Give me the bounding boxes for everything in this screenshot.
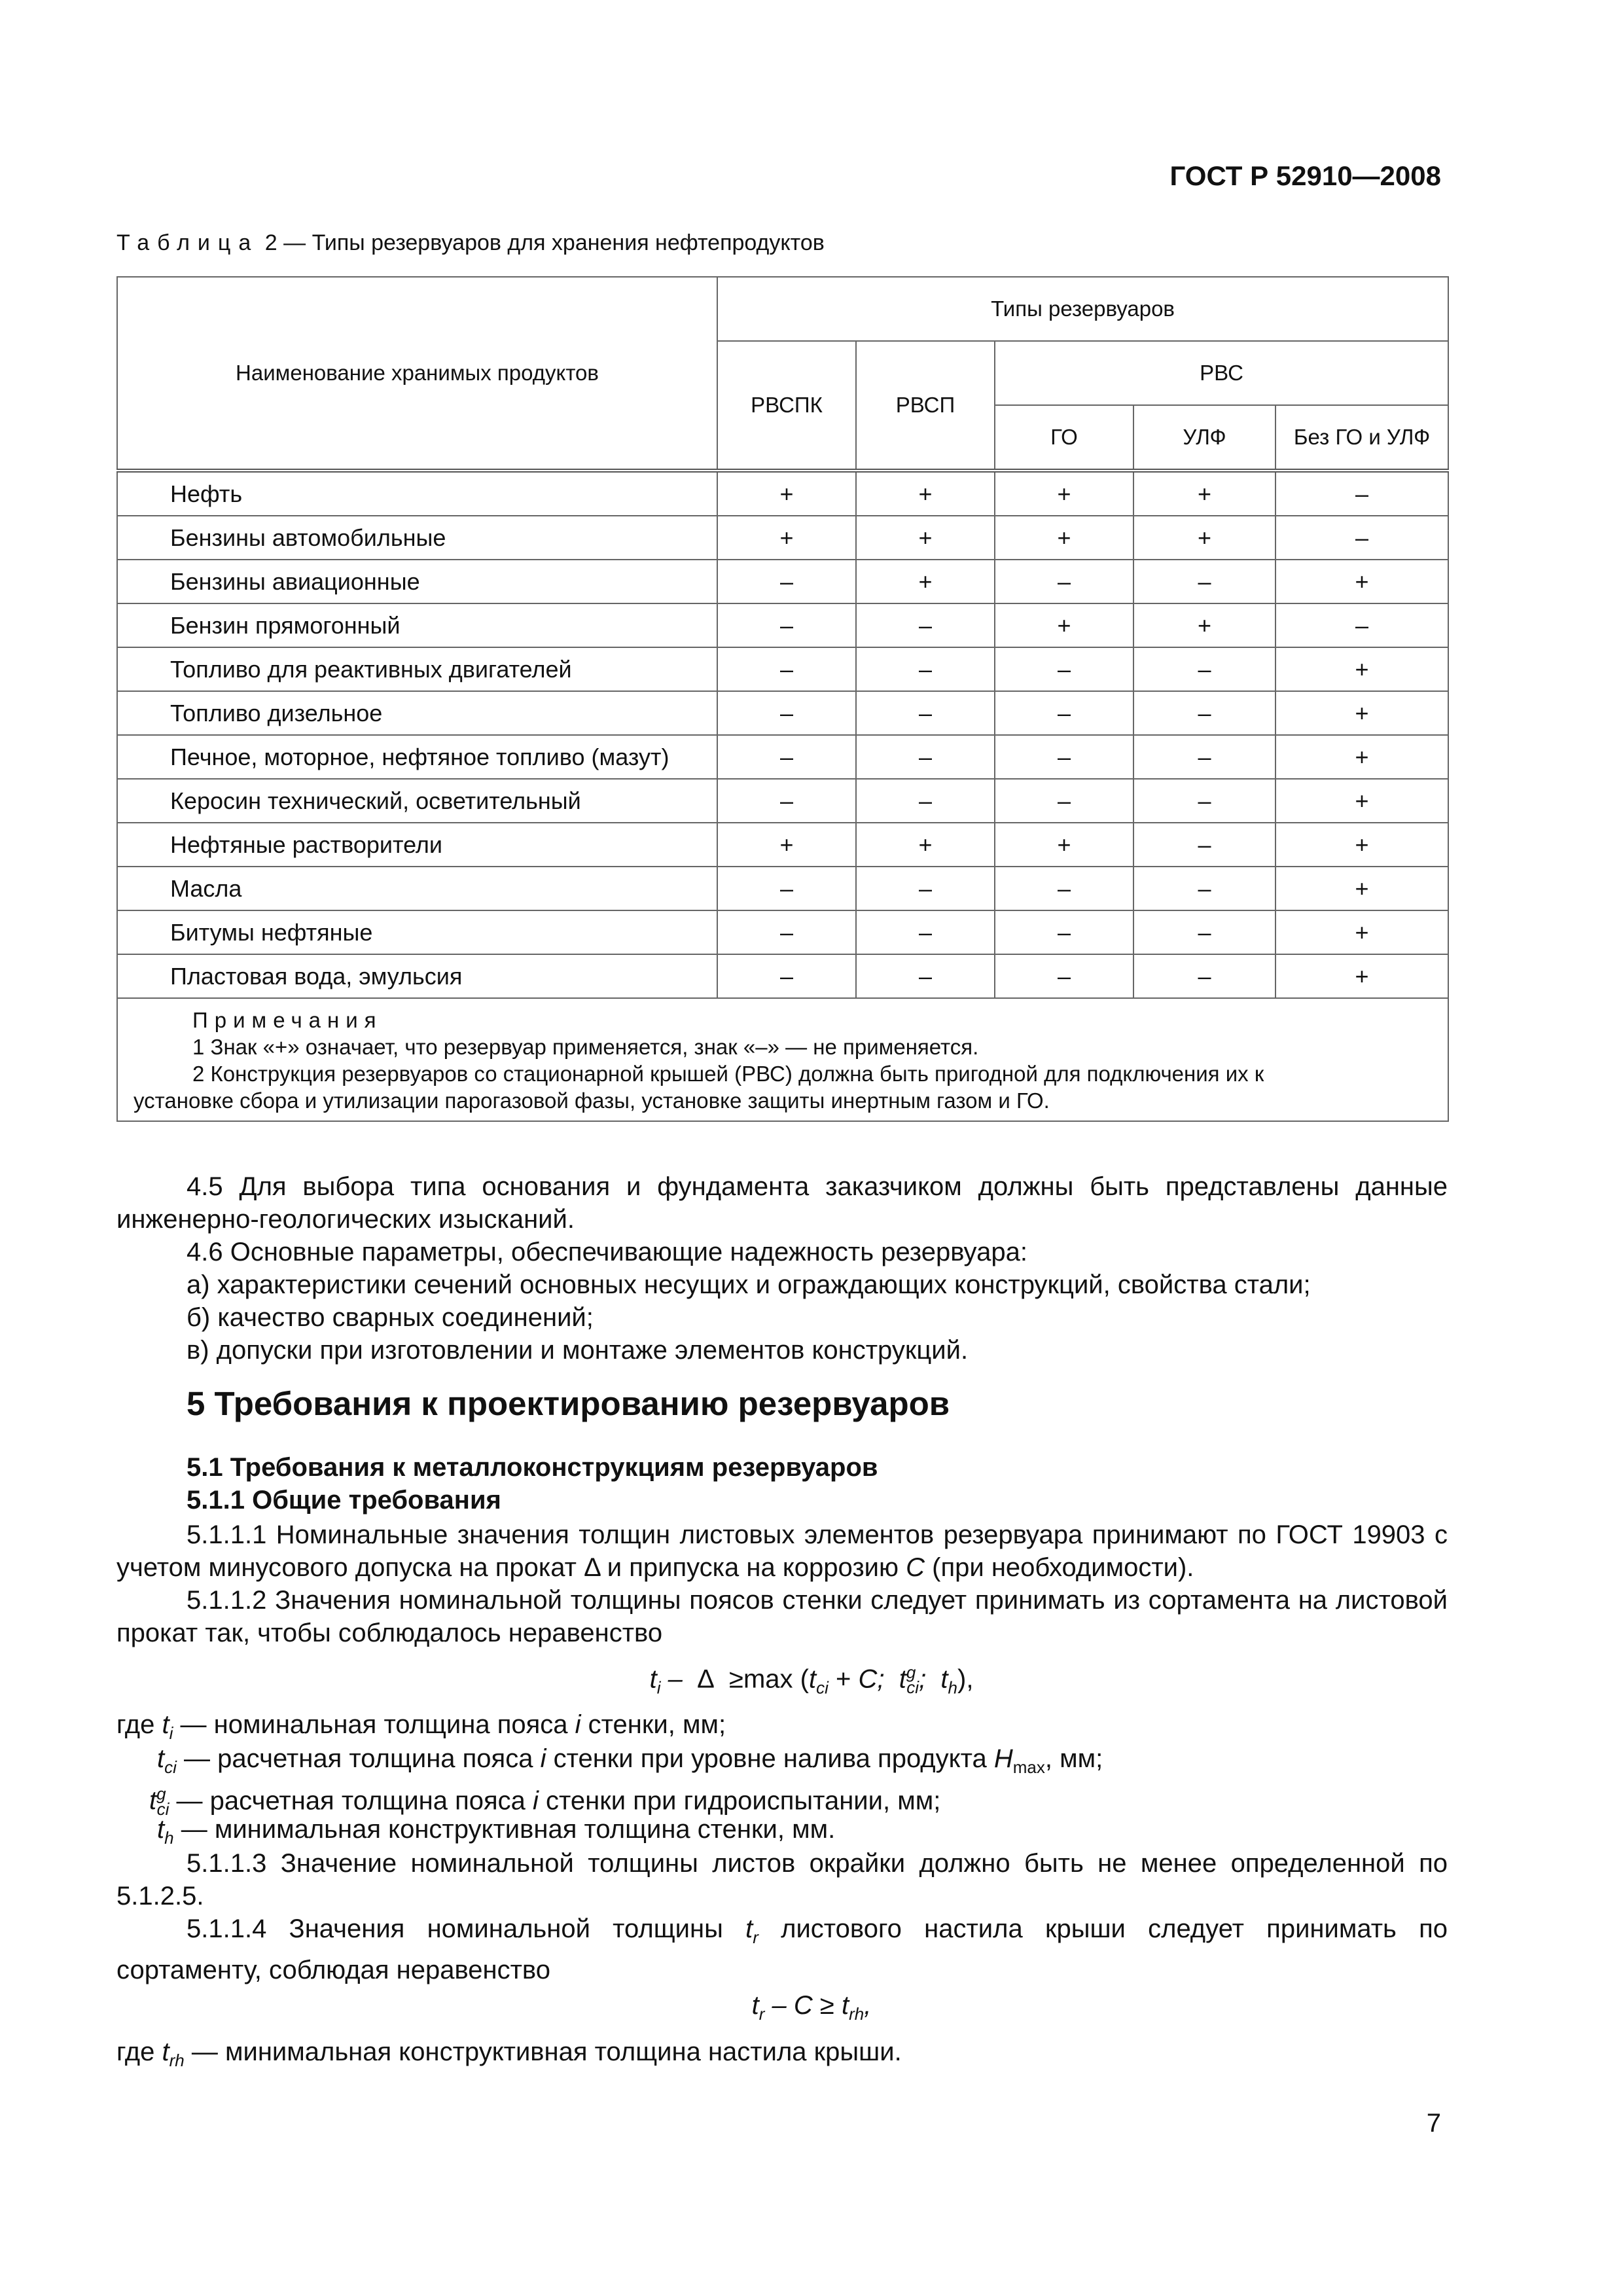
cell-ulf: –: [1133, 823, 1275, 867]
cell-rvspk: –: [717, 779, 856, 823]
cell-none: +: [1275, 954, 1448, 998]
cell-go: –: [995, 867, 1133, 910]
product-name: Бензины автомобильные: [117, 516, 717, 560]
section-heading-5: 5 Требования к проектированию резервуаров: [187, 1385, 950, 1422]
where-1-index: i: [575, 1710, 581, 1739]
header-ulf: УЛФ: [1133, 405, 1275, 471]
list-item-b: б) качество сварных соединений;: [187, 1303, 594, 1332]
cell-rvspk: –: [717, 735, 856, 779]
cell-ulf: –: [1133, 691, 1275, 735]
paragraph-5-1-1-4: 5.1.1.4 Значения номинальной толщины $t_r$ листового настила крыши следует принимать по сортаменту, соблюдая неравенство: [116, 1914, 1448, 1984]
table-row: [117, 471, 1448, 516]
cell-go: +: [995, 603, 1133, 647]
product-name: Топливо для реактивных двигателей: [117, 647, 717, 691]
table-row: [117, 735, 1448, 779]
formula-wall-thickness: $t_i - \Delta \ge\max$ ($t_{ci} + C$; $t^g_{ci}$; $t_h$),: [649, 1662, 974, 1698]
cell-rvspk: +: [717, 516, 856, 560]
cell-rvsp: +: [856, 823, 995, 867]
table-row: [117, 910, 1448, 954]
product-name: Масла: [117, 867, 717, 910]
header-go: ГО: [995, 405, 1133, 471]
cell-none: –: [1275, 603, 1448, 647]
table-row: [117, 647, 1448, 691]
cell-none: +: [1275, 823, 1448, 867]
where-line-4: $t_h$ — минимальная конструктивная толщина стенки, мм.: [157, 1815, 836, 1848]
table-row: [117, 691, 1448, 735]
where-3-end: стенки при гидроиспытании, мм;: [538, 1786, 941, 1816]
product-name: Печное, моторное, нефтяное топливо (мазут): [117, 735, 717, 779]
cell-go: –: [995, 647, 1133, 691]
header-product-name: Наименование хранимых продуктов: [117, 277, 717, 471]
cell-go: –: [995, 910, 1133, 954]
cell-go: –: [995, 735, 1133, 779]
header-reservoir-types: Типы резервуаров: [717, 277, 1448, 341]
cell-ulf: –: [1133, 647, 1275, 691]
list-item-c: в) допуски при изготовлении и монтаже элементов конструкций.: [187, 1336, 969, 1365]
list-item-a: а) характеристики сечений основных несущих и ограждающих конструкций, свойства стали;: [187, 1270, 1311, 1299]
product-name: Нефть: [117, 471, 717, 516]
cell-rvspk: –: [717, 691, 856, 735]
p5111-part-d: (при необходимости).: [925, 1553, 1194, 1582]
header-rvs: РВС: [995, 341, 1448, 405]
cell-rvsp: –: [856, 867, 995, 910]
product-name: Битумы нефтяные: [117, 910, 717, 954]
paragraph-4-6: 4.6 Основные параметры, обеспечивающие надежность резервуара:: [187, 1238, 1027, 1266]
note-2-continuation: установке сбора и утилизации парогазовой фазы, установке защиты инертным газом и ГО.: [134, 1088, 1050, 1113]
p5111-part-b: и припуска на коррозию: [599, 1553, 906, 1582]
reservoir-types-table: [116, 276, 1449, 1122]
where-1-end: стенки, мм;: [580, 1710, 726, 1739]
cell-ulf: –: [1133, 735, 1275, 779]
where-line-5: где $t_{rh}$ — минимальная конструктивная толщина настила крыши.: [116, 2037, 902, 2070]
table-row: [117, 516, 1448, 560]
where-2-mid: стенки при уровне налива продукта: [546, 1744, 994, 1773]
product-name: Топливо дизельное: [117, 691, 717, 735]
corrosion-allowance-symbol: C: [906, 1553, 925, 1582]
cell-none: –: [1275, 516, 1448, 560]
p5114-part-b: листового настила крыши следует принимать по сортаменту, соблюдая неравенство: [116, 1914, 1448, 1984]
table-row: [117, 603, 1448, 647]
cell-rvsp: –: [856, 779, 995, 823]
cell-none: +: [1275, 867, 1448, 910]
cell-rvsp: –: [856, 603, 995, 647]
cell-rvspk: –: [717, 910, 856, 954]
cell-ulf: –: [1133, 910, 1275, 954]
table-row: [117, 954, 1448, 998]
delta-symbol: Δ: [584, 1553, 600, 1582]
header-none: Без ГО и УЛФ: [1275, 405, 1448, 471]
product-name: Бензины авиационные: [117, 560, 717, 603]
cell-rvspk: –: [717, 560, 856, 603]
paragraph-5-1-1-3: 5.1.1.3 Значение номинальной толщины листов окрайки должно быть не менее определенной по 5.1.2.5.: [116, 1849, 1448, 1910]
cell-rvspk: +: [717, 471, 856, 516]
cell-none: +: [1275, 910, 1448, 954]
cell-ulf: +: [1133, 471, 1275, 516]
cell-rvsp: –: [856, 691, 995, 735]
table-caption: [116, 230, 825, 256]
table-caption-number: 2 —: [259, 230, 312, 255]
product-name: Пластовая вода, эмульсия: [117, 954, 717, 998]
cell-ulf: +: [1133, 516, 1275, 560]
cell-go: +: [995, 823, 1133, 867]
where-line-1: где $t_i$ — номинальная толщина пояса i стенки, мм;: [116, 1710, 726, 1743]
notes-title: Примечания: [192, 1008, 383, 1032]
table-caption-title: Типы резервуаров для хранения нефтепродуктов: [312, 230, 825, 255]
cell-rvsp: +: [856, 516, 995, 560]
cell-rvsp: +: [856, 471, 995, 516]
cell-go: –: [995, 954, 1133, 998]
product-name: Бензин прямогонный: [117, 603, 717, 647]
table-caption-label: Таблица: [116, 230, 259, 255]
cell-none: +: [1275, 691, 1448, 735]
where-2-end: , мм;: [1044, 1744, 1103, 1773]
where-2-desc: — расчетная толщина пояса: [176, 1744, 541, 1773]
cell-rvspk: –: [717, 647, 856, 691]
cell-rvsp: –: [856, 910, 995, 954]
formula-roof-thickness: $t_r - C \ge t_{rh}$,: [751, 1991, 872, 2024]
p5111-part-a: 5.1.1.1 Номинальные значения толщин листовых элементов резервуара принимают по ГОСТ 19903 с учетом минусового допуска на прокат: [116, 1520, 1448, 1582]
header-rvsp: РВСП: [856, 341, 995, 471]
where-line-3: $t^g_{ci}$ — расчетная толщина пояса i стенки при гидроиспытании, мм;: [149, 1784, 941, 1820]
paragraph-4-5: 4.5 Для выбора типа основания и фундамента заказчиком должны быть представлены данные инженерно-геологических изысканий.: [116, 1172, 1448, 1234]
where-5-desc: — минимальная конструктивная толщина настила крыши.: [184, 2037, 902, 2066]
cell-rvsp: –: [856, 647, 995, 691]
cell-ulf: +: [1133, 603, 1275, 647]
cell-go: –: [995, 779, 1133, 823]
paragraph-5-1-1-1: [116, 1518, 1448, 1584]
where-prefix: где: [116, 1710, 162, 1739]
table-notes: [117, 998, 1448, 1121]
cell-rvsp: –: [856, 735, 995, 779]
subsection-heading-5-1: 5.1 Требования к металлоконструкциям резервуаров: [187, 1453, 878, 1482]
cell-none: +: [1275, 779, 1448, 823]
cell-rvspk: –: [717, 954, 856, 998]
note-1: 1 Знак «+» означает, что резервуар применяется, знак «–» — не применяется.: [192, 1035, 979, 1059]
note-2: 2 Конструкция резервуаров со стационарной крышей (РВС) должна быть пригодной для подключения их к: [192, 1062, 1264, 1086]
table-row: [117, 779, 1448, 823]
cell-go: +: [995, 516, 1133, 560]
cell-ulf: –: [1133, 779, 1275, 823]
cell-rvspk: –: [717, 603, 856, 647]
cell-none: +: [1275, 647, 1448, 691]
cell-ulf: –: [1133, 867, 1275, 910]
subsection-heading-5-1-1: 5.1.1 Общие требования: [187, 1486, 501, 1515]
product-name: Нефтяные растворители: [117, 823, 717, 867]
table-row: [117, 823, 1448, 867]
cell-go: +: [995, 471, 1133, 516]
where-line-2: $t_{ci}$ — расчетная толщина пояса i стенки при уровне налива продукта $H_{max}$, мм;: [157, 1744, 1103, 1777]
cell-none: –: [1275, 471, 1448, 516]
cell-rvspk: –: [717, 867, 856, 910]
paragraph-5-1-1-2: 5.1.1.2 Значения номинальной толщины поясов стенки следует принимать из сортамента на листовой прокат так, чтобы соблюдалось неравенство: [116, 1586, 1448, 1647]
cell-go: –: [995, 560, 1133, 603]
cell-ulf: –: [1133, 954, 1275, 998]
product-name: Керосин технический, осветительный: [117, 779, 717, 823]
cell-none: +: [1275, 560, 1448, 603]
header-rvspk: РВСПК: [717, 341, 856, 471]
cell-ulf: –: [1133, 560, 1275, 603]
where-prefix: где: [116, 2037, 162, 2066]
where-4-desc: — минимальная конструктивная толщина стенки, мм.: [173, 1815, 836, 1844]
where-3-desc: — расчетная толщина пояса: [169, 1786, 533, 1816]
cell-rvsp: +: [856, 560, 995, 603]
p5114-part-a: 5.1.1.4 Значения номинальной толщины: [187, 1914, 746, 1943]
page-number: 7: [1426, 2109, 1441, 2138]
table-row: [117, 560, 1448, 603]
page-header: ГОСТ Р 52910—2008: [1169, 160, 1441, 191]
where-1-desc: — номинальная толщина пояса: [173, 1710, 575, 1739]
table-row: [117, 867, 1448, 910]
cell-rvsp: –: [856, 954, 995, 998]
cell-none: +: [1275, 735, 1448, 779]
cell-go: –: [995, 691, 1133, 735]
cell-rvspk: +: [717, 823, 856, 867]
